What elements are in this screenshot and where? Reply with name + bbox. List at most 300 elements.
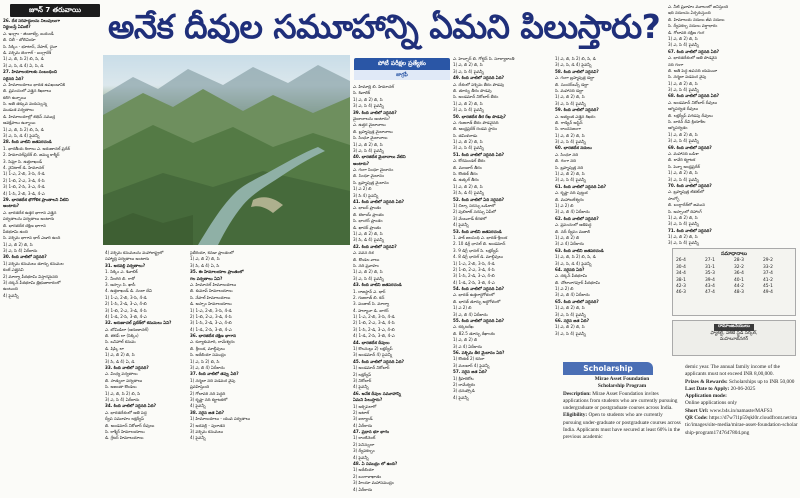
option-text: 3) 1-బి, 2-సి, 3-ఎ, 4-డి (3, 184, 45, 190)
question-text: 35. ఈ హిమాలయాల ప్రాంతంలో (190, 269, 244, 275)
option-text: 1) ఎ, బి 2) బి, సి (668, 214, 698, 220)
option-text: 1) ఎ, బి 2) బి (453, 337, 478, 343)
option-text: 3) ఎ, బి 4) ఏదీకాదు (555, 209, 590, 215)
option-text: 4) పశ్చిమ కనుమలను మహారాష్ట్రలో (105, 250, 164, 255)
option-text: 4. ఉత్తరాఖండ్ డి. నందా దేవి (105, 288, 152, 294)
option-text: డి. షిప్కి లా (105, 345, 124, 351)
option-text: బి. అండమాన్ నికోబార్ దీవులు (105, 422, 155, 428)
answers-heading: సమాధానాలు (721, 251, 747, 257)
question-text: 47. ప్రధాన భూ భాగం (353, 429, 390, 435)
option-text: 3) కృష్ణా నది కర్ణాటకలో (190, 396, 228, 402)
option-text: సి. శివాలిక్ (353, 90, 371, 96)
option-text: 1) ఎ, బి 2) బి, సి (668, 131, 698, 137)
option-text: సి. సిక్కిం - భూటాన్, నేపాల్, చైనా (3, 43, 58, 49)
option-text: 1) ఆర్చిపెలాగో (353, 403, 377, 409)
option-text: సి. పెన్నా ఆంధ్రప్రదేశ్ (668, 163, 700, 169)
question-text: 37. కింది వాటిలో తప్పు ఏది? (190, 371, 239, 377)
option-text: 1) ఎ, బి 2) బి, సి (105, 352, 135, 358)
option-text: ఎ. పవన దిశ (353, 250, 374, 256)
question-text: 32. అరుణాచల్ ప్రదేశ్‌లో కనుమలు ఏవి? (105, 320, 172, 326)
option-text: 3) ఎ 4) ఏదీకాదు (453, 343, 482, 349)
option-text: ప్రవహిస్తుంది (190, 384, 210, 390)
question-text: 67. కింది వాటిలో సరైనది ఏది? (668, 48, 719, 54)
option-text: 4) 1-డి, 2-సి, 3-బి, 4-ఎ (190, 326, 232, 332)
option-text: 3) ఐల్యాండ్ (353, 416, 373, 422)
option-text: బి. కుమావ్ హిమాలయాలు (190, 288, 233, 294)
option-text: 1) ఎ, బి 2) బి (555, 234, 580, 240)
option-text: సి. పశ్చిమ భాగాన థార్ ఎడారి ఉంది (3, 235, 61, 241)
option-text: 3) ఎ, సి, డి 4) ఏ, సి, డి (3, 62, 44, 68)
option-text: 2. 10 డిగ్రీ ఛానల్ బి. అండమాన్ (453, 241, 506, 247)
option-text: సి. అరేబియా సముద్రం (190, 352, 226, 358)
option-text: ఎ. నీటి ప్రవాహం మూలంలో జనిస్తుంది (668, 4, 729, 9)
option-text: ఎ. భాబర్ ప్రాంతం (353, 205, 382, 211)
option-text: 3) మలబార్ 4) పైవన్నీ (453, 362, 490, 368)
question-text: 65. కింది వాటిలో సరైనది? (555, 298, 599, 304)
option-text: 3) ఎ 4) ఏదీకాదు (555, 241, 584, 247)
option-text: 1) ఎ, బి 2) బి, సి (668, 234, 698, 240)
option-text: బి. సాత్పురా పర్వతాలు (105, 377, 143, 383)
option-text: నది గంగా (668, 61, 684, 67)
option-text: పర్వతాలను పర్వతాలు అంటారు (3, 216, 55, 222)
mountain-river-photo (103, 55, 350, 245)
option-text: సి. ద్వీపకల్ప నదులు వర్షాధారం (668, 23, 718, 29)
page-headline: అనేక దీవుల సమూహాన్ని ఏమని పిలుస్తారు? (108, 7, 661, 46)
option-text: సి. బ్రహ్మపుత్ర మైదానం (353, 179, 389, 185)
answer-item: 47-4 (705, 290, 715, 296)
question-text: 54. కింది వాటిలో సరైనది ఏది? (453, 286, 504, 292)
option-text: 1) కొలనుల్లు 2) లక్షద్వీప్ (353, 346, 393, 352)
question-text: 44. భారతదేశ దీవులు (353, 339, 390, 345)
option-text: 3) ఎ, సి 4) పైవన్నీ (555, 330, 586, 336)
author-location: మహబూబ్‌నగర్ (719, 337, 749, 342)
option-text: 1) ఎ, బి 2) బి, సి (668, 80, 698, 86)
option-text: ఎ. ఉత్తర మైదానాలు (353, 122, 386, 128)
answer-item: 48-3 (734, 290, 744, 296)
answer-item: 32-2 (734, 264, 744, 270)
option-text: 3) ఎ, సి 4) పైవన్నీ (555, 177, 586, 183)
option-text: 3) హిందూ మహాసముద్రం (353, 480, 394, 486)
option-text: ఎ. ప్రపంచంలో అతిపెద్ద (555, 222, 592, 228)
scholarship-title-1: Mirae Asset Foundation (594, 376, 650, 382)
option-text: 3. సిమ్లా సి. ఉత్తరాఖండ్ (3, 158, 42, 164)
option-text: డి. అస్సాం హిమాలయాలు (190, 301, 232, 307)
option-text: బి. బ్రహ్మపుత్ర మైదానాలు (353, 128, 393, 134)
option-text: 3) ఎ, సి, డి 4) పైవన్నీ (555, 62, 592, 68)
question-text: 49. కింది వాటిలో సరైనది ఏది? (453, 75, 504, 81)
option-text: పీఠభూమి ఉంది (3, 228, 28, 234)
option-text: సి. కాంచనజంగా (555, 126, 581, 132)
option-text: ఎ. హెచ్చార్ బి. గోల్డెన్ సి. సూర్యాకాంతి (453, 56, 515, 61)
option-text: 3. అస్సాం సి. ఖాసీ (105, 281, 136, 287)
option-text: బి. అతి పెద్ద ఉపనది యమునా (668, 67, 718, 73)
option-text: 2) 1-బి, 2-ఎ, 3-డి, 4-సి (190, 313, 232, 319)
option-text: సి. అజంతా కొండలు (105, 384, 137, 390)
option-text: 3) 1-బి, 2-ఎ, 3-డి, 4-సి (105, 307, 147, 313)
option-text: 3) సి 4) పైవన్నీ (353, 192, 379, 198)
option-text: మైదానాలను అంటారు? (353, 115, 391, 121)
option-text: సి. అతి తక్కువ వయస్సున్న (3, 101, 48, 107)
answer-item: 31-1 (705, 264, 715, 270)
option-text: 1) ఎ, బి 2) బి, సి (3, 241, 33, 247)
option-text: బి. కొండల వాలు (353, 256, 380, 262)
option-text: 4) పైవన్నీ (353, 384, 369, 390)
option-text: 1) పశ్చిమ కనుమలు తూర్పు కనుమల (3, 260, 64, 266)
option-text: 1) ఎ, బి 2) బి, సి (668, 35, 698, 41)
option-text: 2) లక్షద్వీప్ (353, 371, 372, 377)
option-text: బి. భారతదేశ దక్షిణ భాగాన (3, 222, 46, 228)
option-text: ఎ. దక్కన్ పీఠభూమి (555, 273, 588, 279)
option-text: 1) 1-ఎ, 2-బి, 3-సి, 4-డి (453, 260, 495, 266)
scholarship-short-url[interactable]: Short Url: www.b4s.in/namaste/MAFS3 (685, 407, 773, 414)
questions-column-5 (453, 56, 553, 496)
scholarship-qr-code[interactable]: QR Code: https://d7w7l1p59qkl0r.cloudfront.net/static/images/site-media/mirae-asset-foundation-scholarship-program1747647804.png (685, 415, 798, 436)
answer-item: 43-4 (705, 284, 715, 290)
option-text: 1) కొంకణ్ 2) కెనరా (453, 356, 485, 362)
option-text: 3) 1-సి, 2-డి, 3-ఎ, 4-బి (190, 320, 232, 326)
question-text: సరైనది ఏది? (3, 75, 24, 81)
option-text: 1) అరేబియా (353, 467, 374, 473)
question-text: 31. అరవల్లి పర్వతాలు? (105, 262, 146, 268)
section-tag: జూన్ 7 తరువాయి (10, 4, 100, 17)
option-text: 3) ఎ, బి 4) ఏదీకాదు (190, 365, 225, 371)
option-text: 1) ఎ, బి 2) బి, సి (555, 324, 585, 330)
question-text: 66. సరైన జత ఏది? (555, 318, 590, 324)
questions-column-1 (3, 18, 103, 496)
option-text: 4) పైవన్నీ (453, 394, 469, 400)
option-text: 2) పెనిన్సులా (353, 441, 375, 447)
question-text: 48. ఏ సముద్రం లో ఉంది? (353, 461, 398, 467)
scholarship-prizes: Prizes & Rewards: Scholarships up to INR 50,000 (685, 378, 795, 385)
option-text: ఎ. బోమిడిలా (అరుణాచల్) (105, 326, 149, 332)
author-name: రామాంజనేయులు (714, 324, 754, 331)
option-text: సి. భాంగర్ ప్రాంతం (353, 218, 383, 224)
option-text: 4) పైవన్నీ (190, 403, 206, 409)
option-text: ఎ. కర్కటరేఖ (453, 324, 474, 330)
question-text: 51. కింది వాటిలో సరైనది ఏది? (453, 151, 504, 157)
option-text: బి. గంగా నది (555, 158, 577, 164)
option-text: 4) పైవన్నీ (3, 292, 19, 298)
option-text: బి. బంగ్లాదేశ్‌లో జమున (668, 202, 705, 208)
question-text: 64. సరైనది ఏది? (555, 266, 585, 272)
option-text: 1) ఎ, బి 2) బి, సి (353, 269, 383, 275)
option-text: డి. హిమాలయాల్లో టెథిస్ సముద్ర (3, 113, 56, 119)
option-text: ఎ. హిమాలయాలు భారత ఉపఖండానికి (3, 81, 66, 87)
option-text: 3) ఎ, సి 4) పైవన్నీ (668, 87, 699, 93)
option-text: 3) ఎ, బి 4) ఏదీకాదు (555, 292, 590, 298)
option-text: బి. చిలీ - బోలివియా (3, 37, 36, 43)
option-text: ఇది నదులను ఏర్పరుస్తుంది (668, 10, 711, 16)
question-text: 46. అనేక దీవుల సమూహాన్ని (353, 390, 401, 396)
option-text: 2) మాల్వా పీఠభూమి విస్తారమైనది (3, 273, 58, 279)
option-text: 4) పైవన్నీ (190, 435, 206, 441)
scholarship-description: Description: Mirae Asset Foundation invites applications from students who are currently pursuing undergraduate or postgraduate courses across India. (563, 390, 678, 412)
option-text: సి. నది ప్రవాహం (353, 262, 379, 268)
option-text: ఎ. మహానది ఒడిశా (668, 150, 699, 156)
question-text: 55. కింది వాటిలో సరైనది ఏది? (453, 318, 504, 324)
option-text: 3) ఎ, సి 4) పైవన్నీ (453, 107, 484, 113)
option-text: 1) ఎ, బి, సి 2) బి, సి (105, 390, 141, 396)
option-text: ఎ. భారతదేశంలో అతి పొడవైన (668, 55, 718, 61)
badge-subject: జాగ్రఫీ (354, 70, 450, 80)
option-text: 1) 1-ఎ, 2-బి, 3-సి, 4-డి (105, 294, 147, 300)
option-text: 3. పంజాబ్ సి. మాల్వా (353, 301, 390, 307)
option-text: 1) చిల్కా సరస్సు ఒడిశాలో (453, 202, 496, 208)
option-text: 2) గోదావరి నది పెద్దది (190, 390, 226, 396)
option-text: బి. సుందర్‌బన్స్ డెల్టా (555, 81, 589, 87)
option-text: 2) బంగాళాఖాతం (353, 473, 382, 479)
answer-item: 34-4 (676, 271, 686, 277)
option-text: బి. హిమాలయ నదులు జీవ నదులు (668, 16, 725, 22)
question-text: 53. కింది వాటిని జతపరచండి (453, 228, 502, 234)
option-text: సి. కాశ్మీర్ హిమాలయాలు (105, 428, 145, 434)
question-text: 61. కింది వాటిలో సరైనది ఏది? (555, 183, 606, 189)
option-text: సి. నేపాల్ హిమాలయాలు (190, 294, 231, 300)
answer-item: 41-2 (763, 277, 773, 283)
section-badge (354, 58, 450, 82)
answer-item: 30-4 (676, 264, 686, 270)
option-text: ఎ. గంగా బ్రహ్మపుత్ర డెల్టా (555, 75, 595, 81)
option-text: 1) ఎ, బి, సి 2) బి, సి, డి (3, 126, 44, 132)
option-text: బి. చోటానాగపూర్ పీఠభూమి (555, 279, 600, 285)
option-text: 1) 1-ఎ, 2-బి, 3-సి, 4-డి (3, 171, 45, 177)
option-text: ఎ. గంగా సింధూ మైదానం (353, 167, 394, 173)
question-text: 52. కింది వాటిలో ఏది సరైనది? (453, 196, 504, 202)
option-text: 1) ఎ, బి 2) బి, సి (555, 305, 585, 311)
scholarship-right (685, 364, 798, 496)
option-text: 1) ఎ, బి, సి 2) బి, సి, డి (555, 56, 596, 61)
option-text: 3) వేంబనాడ్ కేరళలో (453, 215, 487, 221)
option-text: ఎ. అండమాన్ నికోబార్ దీవులు (668, 99, 718, 105)
answers-box (672, 248, 796, 316)
question-text: 43. కింది వాటిని జతపరచండి (353, 282, 402, 288)
option-text: 3) ఎ, సి 4) పైవన్నీ (668, 138, 699, 144)
question-text: 34. కింది వాటిలో సరైనది ఏది? (105, 403, 156, 409)
option-text: అగ్నిపర్వత దీవులు (668, 106, 699, 112)
option-text: 3) ఎ, సి 4) ఏదీకాదు (3, 248, 38, 254)
answer-item: 36-4 (734, 271, 744, 277)
option-text: 2) రామేశ్వరం (453, 381, 476, 387)
option-text: 1) ఎ, బి, సి 2) బి, సి, డి (3, 56, 44, 62)
question-text: 33. కింది వాటిలో సరైనది? (105, 365, 149, 371)
option-text: కంటే ఎత్తైనవి (3, 267, 24, 273)
option-text: 3) పశ్చిమ కనుమలు (190, 428, 224, 434)
option-text: 2. హిమాచల్‌ప్రదేశ్ బి. జమ్ము కాశ్మీర్ (3, 152, 60, 158)
option-text: 1) ఎ 2) బి (353, 186, 372, 192)
option-text: 3) ఎ, సి 4) పైవన్నీ (555, 100, 586, 106)
option-text: 1) ఎ, బి 2) బి, సి (453, 183, 483, 189)
option-text: ఎ. కృష్ణా నది పుట్టుక (555, 190, 588, 196)
option-text: బి. గాడ్విన్ ఆస్టిన్ (555, 119, 583, 125)
question-text: 38. సరైన జత ఏది? (190, 409, 225, 415)
option-text: బి. కావేరి కర్ణాటక (668, 157, 696, 163)
option-text: ఎ. హిమాద్రి బి. హిమాచల్ (353, 84, 394, 89)
answer-item: 40-1 (734, 277, 744, 283)
option-text: 3) ఎ, సి 4) పైవన్నీ (668, 176, 699, 182)
question-text: 40. భారతదేశ మైదానాలు వేటిని (353, 154, 406, 160)
option-text: 3) 1-సి, 2-డి, 3-ఎ, 4-బి (353, 326, 395, 332)
option-text: 3) ఎ, సి 4) పైవన్నీ (353, 103, 384, 109)
answer-item: 38-1 (676, 277, 686, 283)
option-text: 4) 1-డి, 2-సి, 3-బి, 4-ఎ (105, 313, 147, 319)
questions-column-6 (555, 56, 655, 356)
option-text: 1) ఎ, బి 2) బి, సి (453, 100, 483, 106)
option-text: 2. నీలగిరి బి. గారో (105, 275, 135, 281)
option-text: సహ్యాద్రి పర్వతాలు అంటారు (105, 256, 150, 262)
option-text: 2) పులికాట్ సరస్సు ఏపీలో (453, 209, 497, 215)
answer-item: 33-2 (763, 264, 773, 270)
option-text: డి. ఖాదర్ ప్రాంతం (353, 224, 382, 230)
option-text: 3) ఎ, సి 4) ఏదీకాదు (105, 396, 140, 402)
answer-item: 29-2 (763, 258, 773, 264)
question-text: 63. కింది వాటిని జతపరచండి (555, 247, 604, 253)
option-text: 3) ఎ, సి 4) పైవన్నీ (353, 147, 384, 153)
option-text: ఎ. హిమాచల్ హిమాలయాలు (190, 281, 237, 287)
option-text: 1) 1-ఎ, 2-బి, 3-సి, 4-డి (353, 314, 395, 320)
option-text: కలిగి ఉన్నాయి (3, 94, 27, 100)
question-text: 58. కింది వాటిలో సరైనవి? (555, 68, 599, 74)
question-text: నిర్ణయిస్తే ఏమిటి? (3, 24, 31, 30)
question-text: 68. కింది వాటిలో సరైనది ఏది? (668, 93, 719, 99)
question-text: 30. కింది వాటిలో సరైనది? (3, 254, 47, 260)
option-text: 4. నైనిటాల్ డి. హిమాచల్ (3, 164, 45, 170)
answer-item: 42-3 (676, 284, 686, 290)
option-text: 1) ఎ, సి 2) బి, సి (190, 358, 220, 364)
option-text: 2) అరవల్లి - పురాతన (190, 422, 226, 428)
option-text: 2) 1-బి, 2-ఎ, 3-డి, 4-సి (3, 177, 45, 183)
option-text: 4) 1-డి, 2-సి, 3-బి, 4-ఎ (353, 333, 395, 339)
option-text: ఎ. అత్యంత ఎత్తైన శిఖరం (555, 113, 596, 119)
option-text: 3) ఎ, బి 4) ఏదీకాదు (453, 311, 488, 317)
option-text: ఎ. బ్రహ్మపుత్ర టిబెట్‌లో (668, 189, 705, 195)
question-text: 70. కింది వాటిలో సరైనది? (668, 182, 712, 188)
option-text: సాంగ్పో (668, 195, 680, 201)
option-text: 1) ఎ, బి 2) బి, సి (555, 94, 585, 100)
option-text: సి. మహానది డెల్టా (555, 87, 584, 93)
option-text: 2) 1-బి, 2-ఎ, 3-డి, 4-సి (353, 320, 395, 326)
question-text: అంటారు? (353, 160, 370, 166)
answers-grid (676, 258, 792, 296)
option-text: 2) అటాల్ (353, 409, 370, 415)
scholarship-eligibility: Eligibility: Open to students who are currently pursuing under-graduate or postgraduate courses across India. Applicants must have secured at least 60% in the previous academic (563, 412, 681, 441)
author-affiliation: ఫ్యాకల్టీ, ఏకేటీ స్టడీ సర్కిల్, (710, 330, 758, 336)
option-text: ఎ. సింధూ నది (555, 151, 579, 157)
option-text: ఎ. ఇంగ్లాం - జింబాబ్వే, బురుండీ (3, 30, 54, 36)
scholarship-left (563, 376, 681, 496)
option-text: సి. బనిహాల్ కనుమ (105, 339, 136, 345)
question-text: 39. కింది వాటిలో సరైనది? (353, 109, 397, 115)
option-text: 1) శ్రీహరికోట (453, 375, 474, 381)
option-text: 1) ఎ 2) బి (555, 286, 574, 292)
option-text: 4) 1-డి, 2-సి, 3-బి, 4-ఎ (453, 279, 495, 285)
option-text: 3) ఎ, సి 4) పైవన్నీ (668, 240, 699, 246)
option-text: 4. 8 డిగ్రీ ఛానల్ డి. మాల్దీవులు (453, 254, 503, 260)
option-text: బి. ఆంధ్రప్రదేశ్ రెండవ స్థానం (453, 126, 498, 132)
option-text: 1) ఎ, బి 2) బి, సి (353, 96, 383, 102)
option-text: అవక్షేపాలు ఉన్నాయి (3, 120, 36, 126)
option-text: 1) 1-ఎ, 2-బి, 3-సి, 4-డి (190, 307, 232, 313)
question-text: అంటారు? (3, 203, 20, 209)
question-text: 71. కింది వాటిలో సరైనది? (668, 227, 712, 233)
questions-column-3 (190, 250, 278, 496)
option-text: బి. తూర్పు తీరం పొడవు (453, 87, 492, 93)
option-text: 4) 1-సి, 2-బి, 3-డి, 4-ఎ (3, 190, 45, 196)
answer-item: 39-4 (705, 277, 715, 283)
question-text: 56. పశ్చిమ తీర మైదానం ఏది? (453, 349, 505, 355)
answer-item: 35-3 (705, 271, 715, 277)
option-text: ఎ. వింధ్య పర్వతాలు (105, 371, 138, 377)
option-text: డి. ఉత్కల్ తీరం (453, 177, 479, 183)
option-text: 3) ఎ, సి 4) పైవన్నీ (555, 139, 586, 145)
option-text: 4) పైవన్నీ (353, 454, 369, 460)
option-text: 1) ఎ, బి 2) బి, సి (353, 141, 383, 147)
option-text: అగ్నిపర్వతం (668, 125, 688, 131)
option-text: 3) నికోబార్ (353, 377, 372, 383)
option-text: బి. నదీ ద్వీపం మజులి (555, 228, 591, 234)
question-text: 69. కింది వాటిలో సరైనది? (668, 144, 712, 150)
option-text: సి. కొంకణ్ తీరం (453, 171, 478, 177)
option-text: డి. పశ్చిమ బెంగాల్ - బంగ్లాదేశ్ (3, 49, 52, 55)
answer-item: 44-2 (734, 284, 744, 290)
option-text: 3) ధనుష్కోడి (453, 388, 475, 394)
option-text: 3) సి, డి 4) ఏ, సి (190, 262, 220, 268)
option-text: 3) సి, డి 4) పైవన్నీ (353, 237, 384, 243)
option-text: సి. తమిళనాడు (453, 132, 478, 138)
option-text: సి. బ్రహ్మపుత్ర నది (555, 164, 584, 170)
question-text: 57. సరైన జత ఏది? (453, 369, 488, 375)
question-text: 27. హిమాలయాలకు సంబంధించి (3, 69, 57, 75)
option-text: ఎ. భారత్ ఉత్తరార్ధగోళంలో (453, 292, 495, 298)
option-text: 1. సిక్కిం ఎ. శివాలిక్ (105, 269, 138, 275)
option-text: ఉంటుంది (3, 286, 18, 292)
option-text: 1) కాంటినెంట్ (353, 435, 376, 441)
question-text: 60. భారతదేశ నదులు (555, 145, 592, 151)
option-text: 4. హర్యానా డి. బాగర్ (353, 307, 389, 313)
option-text: సి. అస్సాంలో దిహాంగ్ (668, 208, 702, 214)
option-text: ఎ. కన్యాకుమారి, రామేశ్వరం (190, 339, 235, 345)
option-text: బి. సింధూ మైదానం (353, 173, 385, 179)
option-text: 1) ఎ, బి, సి 2) బి, సి, డి (555, 254, 596, 260)
option-text: ఎ. గుజరాత్ తీరం పొడవైనది (453, 119, 499, 125)
option-text: 3) ఎ, సి 4) పైవన్నీ (453, 68, 484, 74)
question-text: 59. కింది వాటిలో సరైనది? (555, 107, 599, 113)
questions-column-4 (353, 84, 448, 496)
option-text: 3) ఎ, సి 4) పైవన్నీ (668, 42, 699, 48)
question-text: ఏమని పిలుస్తారు? (353, 397, 383, 403)
option-text: ముడుత పర్వతాలు (3, 107, 34, 113)
option-text: ఎ. భారతదేశంలో అతి పెద్ద (105, 409, 147, 415)
option-text: 3) ఎ, సి 4) పైవన్నీ (353, 275, 384, 281)
option-text: బి. ప్రపంచంలో ఎత్తైన శిఖరాలు (3, 88, 52, 94)
question-text: 45. కింది వాటిలో సరైనది ఏది? (353, 358, 404, 364)
scholarship-income: demic year. The annual family income of the applicants must not exceed INR 8,00,000. (685, 364, 780, 378)
option-text: 3) ఎ, సి, డి 4) పైవన్నీ (555, 260, 592, 266)
question-text: 29. భారతదేశ భౌగోళిక ప్రాంతాలని వీటిని (3, 196, 69, 202)
option-text: బి. టెరాయ్ ప్రాంతం (353, 211, 384, 217)
option-text: 2. గుజరాత్ బి. కచ్ (353, 294, 385, 300)
option-text: 1) ఎ, బి 2) బి, సి (453, 62, 483, 68)
option-text: 3. 9 డిగ్రీ ఛానల్ సి. లక్షద్వీప్ (453, 247, 499, 253)
option-text: 2) 1-సి, 2-డి, 3-ఎ, 4-బి (105, 301, 147, 307)
option-text: 1. పాక్ జలసంధి ఎ. భారత్-శ్రీలంక (453, 234, 508, 240)
option-text: 3) సి, డి 4) పైవన్నీ (453, 190, 484, 196)
option-text: 1) ఎ 2) బి (453, 305, 472, 311)
option-text: సైబీరియా, కెనడా ప్రాంతంలో (190, 250, 234, 255)
answer-item: 49-4 (763, 290, 773, 296)
answer-item: 37-4 (763, 271, 773, 277)
question-text: 41. కింది వాటిలో సరైనది ఏది? (353, 199, 404, 205)
option-text: డి. గోదావరి దక్షిణ గంగ (668, 29, 705, 35)
